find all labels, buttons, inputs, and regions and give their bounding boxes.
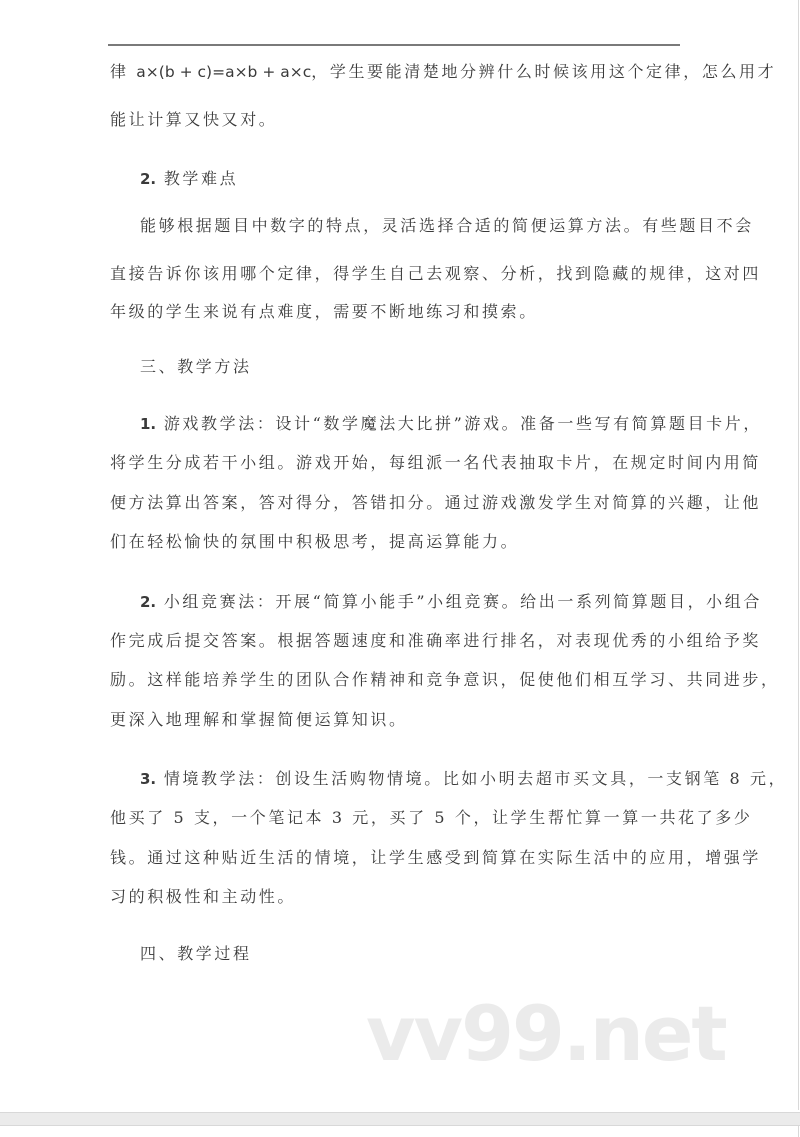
paragraph-line: 能够根据题目中数字的特点，灵活选择合适的简便运算方法。有些题目不会 <box>140 216 754 235</box>
paragraph-line: 们在轻松愉快的氛围中积极思考，提高运算能力。 <box>110 532 520 551</box>
text-run: 情境教学法：创设生活购物情境。比如小明去超市买文具，一支钢笔 8 元， <box>156 769 788 788</box>
next-page-top-edge <box>0 1126 799 1137</box>
list-number: 2. <box>140 593 157 611</box>
paragraph-line: 他买了 5 支，一个笔记本 3 元，买了 5 个，让学生帮忙算一算一共花了多少 <box>110 808 753 827</box>
paragraph-line: 钱。通过这种贴近生活的情境，让学生感受到简算在实际生活中的应用，增强学 <box>110 848 762 867</box>
formula-distributive-law: a×(b + c)=a×b + a×c <box>136 63 312 81</box>
paragraph-line: 能让计算又快又对。 <box>110 110 278 129</box>
paragraph-line: 便方法算出答案，答对得分，答错扣分。通过游戏激发学生对简算的兴趣，让他 <box>110 493 762 512</box>
section-heading-teaching-process: 四、教学过程 <box>140 944 252 963</box>
paragraph-line: 直接告诉你该用哪个定律，得学生自己去观察、分析，找到隐藏的规律，这对四 <box>110 264 762 283</box>
header-rule <box>108 44 680 46</box>
text-run: ，学生要能清楚地分辨什么时候该用这个定律，怎么用才 <box>311 62 777 81</box>
list-number: 3. <box>140 770 157 788</box>
paragraph-line: 将学生分成若干小组。游戏开始，每组派一名代表抽取卡片，在规定时间内用简 <box>110 453 762 472</box>
list-number: 1. <box>140 415 157 433</box>
page-separator <box>0 1112 800 1126</box>
method-game-line <box>140 412 762 436</box>
paragraph-line: 励。这样能培养学生的团队合作精神和竞争意识，促使他们相互学习、共同进步， <box>110 670 780 689</box>
paragraph-line: 作完成后提交答案。根据答题速度和准确率进行排名，对表现优秀的小组给予奖 <box>110 631 762 650</box>
text-run: 小组竞赛法：开展“简算小能手”小组竞赛。给出一系列简算题目，小组合 <box>156 592 762 611</box>
text-run: 律 <box>110 62 137 81</box>
paragraph-line: 年级的学生来说有点难度，需要不断地练习和摸索。 <box>110 302 538 321</box>
method-situational-line <box>140 767 787 791</box>
list-number: 2. <box>140 170 157 188</box>
method-group-competition-line <box>140 590 762 614</box>
subheading-teaching-difficulty <box>140 167 238 191</box>
section-heading-teaching-methods: 三、教学方法 <box>140 357 252 376</box>
paragraph-line: 更深入地理解和掌握简便运算知识。 <box>110 710 408 729</box>
subheading-text: 教学难点 <box>156 169 239 188</box>
paragraph-line: 习的积极性和主动性。 <box>110 887 297 906</box>
paragraph-line-law <box>110 60 776 84</box>
text-run: 游戏教学法：设计“数学魔法大比拼”游戏。准备一些写有简算题目卡片， <box>156 414 762 433</box>
watermark-text: vv99.net <box>366 989 726 1078</box>
